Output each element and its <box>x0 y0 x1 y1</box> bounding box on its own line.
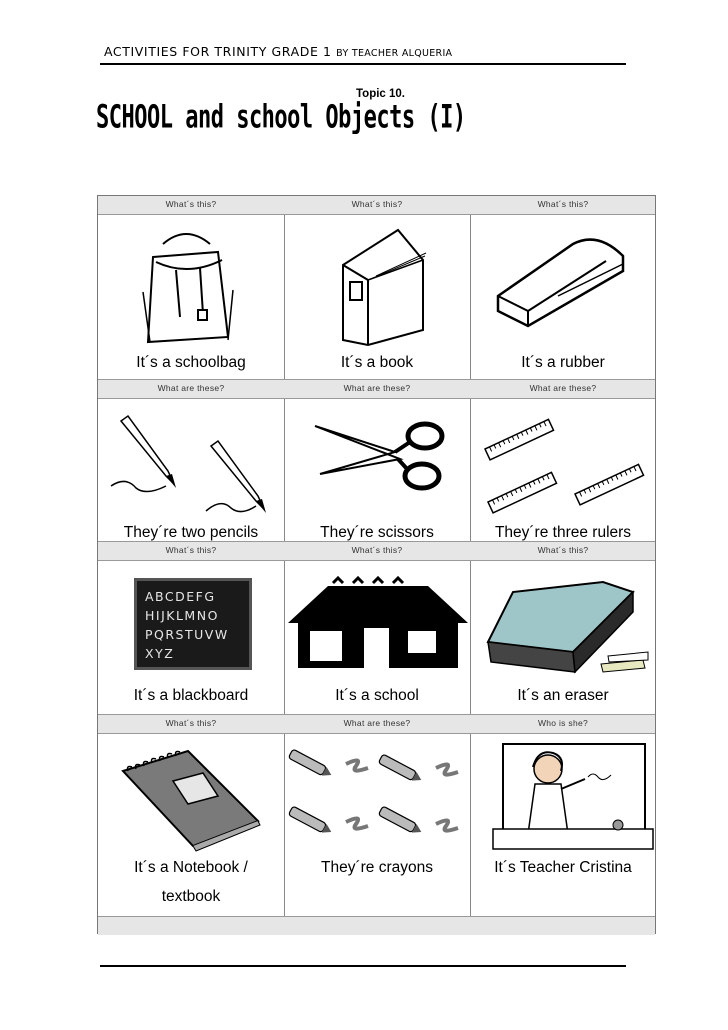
blackboard-icon <box>134 578 252 670</box>
row-divider <box>98 714 655 715</box>
schoolbag-icon <box>128 222 248 346</box>
answer-label: They´re scissors <box>320 524 434 541</box>
answer-label: It´s Teacher Cristina <box>494 859 632 876</box>
row-divider <box>98 398 655 399</box>
teacher-icon <box>493 739 653 854</box>
header-byline: BY TEACHER ALQUERIA <box>336 48 453 59</box>
answer-label: It´s a school <box>335 687 419 704</box>
answer-label: It´s a Notebook / <box>134 859 248 876</box>
footer-rule <box>100 965 626 967</box>
question-label: What´s this? <box>165 199 217 209</box>
header-main: ACTIVITIES FOR TRINITY GRADE 1 <box>104 44 332 59</box>
answer-label: They´re crayons <box>321 859 433 876</box>
question-label: What are these? <box>343 383 411 393</box>
school-icon <box>288 578 468 673</box>
row-divider <box>98 560 655 561</box>
answer-label: It´s a book <box>340 354 414 371</box>
question-label: Who is she? <box>537 718 589 728</box>
row-divider <box>98 916 655 917</box>
row-divider <box>98 733 655 734</box>
question-label: What´s this? <box>537 545 589 555</box>
board-line: PQRSTUVW <box>145 627 229 642</box>
question-label: What´s this? <box>165 545 217 555</box>
question-label: What´s this? <box>351 199 403 209</box>
answer-label: They´re two pencils <box>123 524 259 541</box>
answer-label: It´s a blackboard <box>133 687 249 704</box>
answer-label-continued: textbook <box>161 888 221 905</box>
board-line: HIJKLMNO <box>145 608 219 623</box>
column-divider <box>284 196 285 933</box>
header-rule <box>100 63 626 65</box>
column-divider <box>470 196 471 933</box>
question-label: What are these? <box>343 718 411 728</box>
topic-label: Topic 10. <box>356 88 405 100</box>
row-divider <box>98 214 655 215</box>
book-icon <box>328 220 438 344</box>
pencils-icon <box>106 406 281 516</box>
question-label: What´s this? <box>537 199 589 209</box>
worksheet-table <box>97 195 656 934</box>
rubber-icon <box>488 226 638 336</box>
question-label: What´s this? <box>351 545 403 555</box>
page-title: SCHOOL and school Objects (I) <box>96 100 466 137</box>
answer-label: It´s an eraser <box>517 687 609 704</box>
question-band <box>98 917 655 935</box>
board-line: ABCDEFG <box>145 589 216 604</box>
row-divider <box>98 379 655 380</box>
question-label: What are these? <box>157 383 225 393</box>
rulers-icon <box>480 404 655 514</box>
page-header <box>104 44 452 59</box>
question-label: What´s this? <box>165 718 217 728</box>
answer-label: It´s a rubber <box>521 354 605 371</box>
answer-label: It´s a schoolbag <box>136 354 246 371</box>
notebook-icon <box>118 741 268 856</box>
crayons-icon <box>288 744 468 854</box>
answer-label: They´re three rulers <box>494 524 632 541</box>
question-label: What are these? <box>529 383 597 393</box>
board-line: XYZ <box>145 646 175 661</box>
eraser-icon <box>483 572 653 677</box>
scissors-icon <box>310 414 450 494</box>
